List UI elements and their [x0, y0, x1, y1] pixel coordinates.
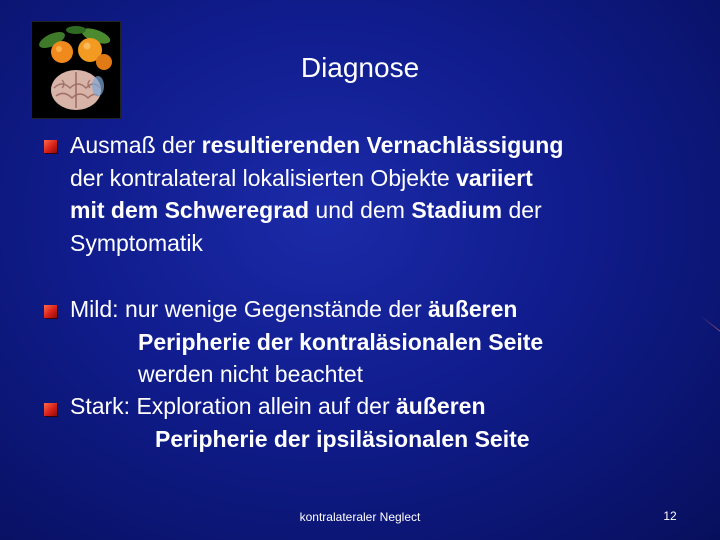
bold-text-run: resultierenden Vernachlässigung — [201, 132, 564, 158]
slide-title: Diagnose — [300, 52, 420, 83]
brain-oranges-logo — [31, 21, 121, 119]
text-line — [70, 358, 690, 391]
text-run: Stark: Exploration allein auf der — [70, 393, 397, 419]
bullet-paragraph-severe — [70, 390, 690, 455]
bold-text-run: mit dem Schweregrad — [70, 197, 310, 223]
red-square-bullet-icon — [44, 305, 57, 318]
text-line — [70, 326, 690, 359]
bold-text-run: äußeren — [396, 393, 486, 419]
text-run: Mild: nur wenige Gegenstände der — [70, 296, 428, 322]
text-run: der — [502, 197, 542, 223]
bold-text-run: variiert — [456, 164, 533, 191]
text-line — [70, 194, 690, 227]
bold-text-run: Peripherie der ipsiläsionalen Seite — [155, 425, 530, 452]
page-number: 12 — [663, 509, 677, 523]
red-square-bullet-icon — [44, 403, 57, 416]
decorative-streak — [700, 315, 720, 340]
text-line — [70, 293, 690, 326]
text-run: Symptomatik — [70, 229, 203, 256]
text-run: und dem — [309, 197, 412, 223]
red-square-bullet-icon — [44, 140, 57, 153]
text-run: werden nicht beachtet — [138, 361, 364, 387]
bullet-paragraph-mild — [70, 293, 690, 391]
bullet-paragraph-extent — [70, 129, 690, 259]
text-line — [70, 423, 690, 456]
bold-text-run: Stadium — [411, 197, 503, 223]
text-line — [70, 227, 690, 260]
bold-text-run: äußeren — [428, 296, 518, 322]
slide-footer: kontralateraler Neglect — [299, 510, 421, 524]
text-run: Ausmaß der — [70, 132, 202, 158]
text-line — [70, 129, 690, 162]
text-line — [70, 162, 690, 195]
text-run: der kontralateral lokalisierten Objekte — [70, 164, 457, 191]
text-line — [70, 390, 690, 423]
bold-text-run: Peripherie der kontraläsionalen Seite — [138, 328, 544, 355]
